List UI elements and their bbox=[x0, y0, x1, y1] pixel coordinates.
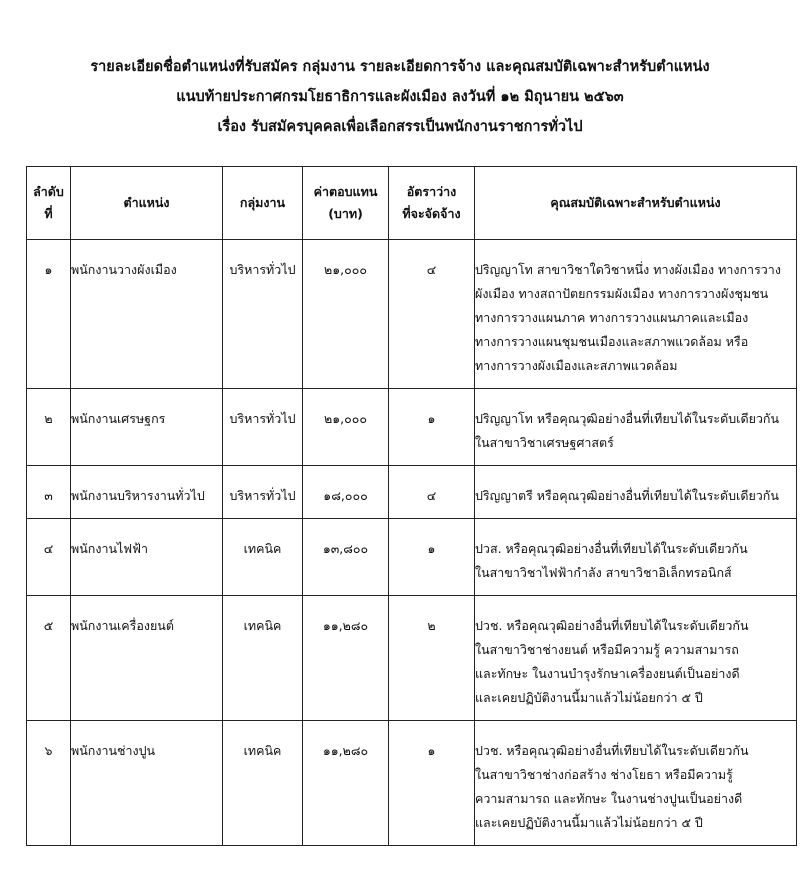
cell-group-text: เทคนิค bbox=[243, 541, 282, 556]
cell-salary-text: ๑๘,๐๐๐ bbox=[323, 488, 368, 503]
cell-position-text: พนักงานช่างปูน bbox=[71, 743, 156, 758]
table-row bbox=[27, 721, 797, 846]
cell-position bbox=[71, 596, 223, 721]
qualification-line: ทางการวางแผนภาค ทางการวางแผนภาคและเมือง bbox=[475, 310, 749, 325]
cell-group bbox=[223, 721, 303, 846]
cell-group bbox=[223, 466, 303, 519]
cell-no bbox=[27, 240, 71, 389]
cell-vacancies-text: ๑ bbox=[427, 743, 436, 758]
table-row bbox=[27, 519, 797, 596]
positions-table bbox=[26, 166, 797, 846]
cell-salary bbox=[303, 389, 389, 466]
cell-qualifications bbox=[475, 466, 797, 519]
cell-group bbox=[223, 389, 303, 466]
table-header-row bbox=[27, 167, 797, 240]
cell-group-text: บริหารทั่วไป bbox=[229, 488, 296, 503]
cell-salary-text: ๒๑,๐๐๐ bbox=[323, 411, 368, 426]
document-title bbox=[0, 52, 800, 142]
cell-qualifications bbox=[475, 596, 797, 721]
cell-group-text: บริหารทั่วไป bbox=[229, 411, 296, 426]
cell-no bbox=[27, 519, 71, 596]
cell-salary bbox=[303, 596, 389, 721]
cell-no-text: ๔ bbox=[43, 541, 54, 556]
cell-qualifications bbox=[475, 389, 797, 466]
cell-vacancies-text: ๔ bbox=[426, 488, 437, 503]
header-salary: ค่าตอบแทน (บาท) bbox=[303, 167, 389, 240]
cell-position bbox=[71, 721, 223, 846]
table-body bbox=[27, 240, 797, 846]
qualification-line: ปริญญาโท หรือคุณวุฒิอย่างอื่นที่เทียบได้ในระดับเดียวกัน bbox=[475, 411, 780, 426]
table-row bbox=[27, 389, 797, 466]
cell-no bbox=[27, 389, 71, 466]
qualification-line: และเคยปฏิบัติงานนี้มาแล้วไม่น้อยกว่า ๕ ปี bbox=[475, 815, 703, 830]
cell-position-text: พนักงานบริหารงานทั่วไป bbox=[71, 488, 205, 503]
cell-salary bbox=[303, 466, 389, 519]
cell-no-text: ๓ bbox=[44, 488, 53, 503]
cell-group bbox=[223, 240, 303, 389]
cell-group bbox=[223, 519, 303, 596]
cell-no-text: ๖ bbox=[44, 743, 53, 758]
cell-group-text: เทคนิค bbox=[243, 743, 282, 758]
table-row bbox=[27, 466, 797, 519]
cell-no bbox=[27, 596, 71, 721]
cell-no-text: ๑ bbox=[44, 262, 53, 277]
cell-salary-text: ๑๓,๘๐๐ bbox=[322, 541, 369, 556]
header-qualifications: คุณสมบัติเฉพาะสำหรับตำแหน่ง bbox=[475, 167, 797, 240]
qualification-line: ปวช. หรือคุณวุฒิอย่างอื่นที่เทียบได้ในระดับเดียวกัน bbox=[475, 618, 749, 633]
cell-no bbox=[27, 466, 71, 519]
cell-vacancies-text: ๑ bbox=[427, 541, 436, 556]
title-line-1: รายละเอียดชื่อตำแหน่งที่รับสมัคร กลุ่มงาน รายละเอียดการจ้าง และคุณสมบัติเฉพาะสำหรับตำแหน่ง bbox=[90, 59, 710, 75]
cell-position-text: พนักงานไฟฟ้า bbox=[71, 541, 149, 556]
cell-no-text: ๒ bbox=[44, 411, 53, 426]
cell-vacancies-text: ๔ bbox=[426, 262, 437, 277]
qualification-line: ปวช. หรือคุณวุฒิอย่างอื่นที่เทียบได้ในระดับเดียวกัน bbox=[475, 743, 749, 758]
cell-salary-text: ๑๑,๒๘๐ bbox=[322, 743, 369, 758]
qualification-line: ปริญญาโท สาขาวิชาใดวิชาหนึ่ง ทางผังเมือง ทางการวาง bbox=[475, 262, 781, 277]
cell-vacancies-text: ๑ bbox=[427, 411, 436, 426]
cell-group-text: บริหารทั่วไป bbox=[229, 262, 296, 277]
cell-salary bbox=[303, 721, 389, 846]
cell-position-text: พนักงานเศรษฐกร bbox=[71, 411, 166, 426]
cell-position bbox=[71, 240, 223, 389]
table-row bbox=[27, 596, 797, 721]
cell-vacancies bbox=[389, 519, 475, 596]
header-group: กลุ่มงาน bbox=[223, 167, 303, 240]
cell-vacancies bbox=[389, 240, 475, 389]
cell-position bbox=[71, 389, 223, 466]
header-no: ลำดับ ที่ bbox=[27, 167, 71, 240]
cell-position-text: พนักงานเครื่องยนต์ bbox=[71, 618, 174, 633]
cell-position bbox=[71, 519, 223, 596]
cell-no-text: ๕ bbox=[43, 618, 54, 633]
cell-vacancies bbox=[389, 721, 475, 846]
cell-vacancies bbox=[389, 466, 475, 519]
cell-position bbox=[71, 466, 223, 519]
cell-no bbox=[27, 721, 71, 846]
cell-qualifications bbox=[475, 519, 797, 596]
header-position: ตำแหน่ง bbox=[71, 167, 223, 240]
qualification-line: และเคยปฏิบัติงานนี้มาแล้วไม่น้อยกว่า ๕ ปี bbox=[475, 690, 703, 705]
qualification-line: ปวส. หรือคุณวุฒิอย่างอื่นที่เทียบได้ในระดับเดียวกัน bbox=[475, 541, 748, 556]
qualification-line: ในสาขาวิชาช่างก่อสร้าง ช่างโยธา หรือมีความรู้ bbox=[475, 767, 733, 782]
cell-group bbox=[223, 596, 303, 721]
cell-qualifications bbox=[475, 240, 797, 389]
cell-vacancies-text: ๒ bbox=[427, 618, 436, 633]
qualification-line: ในสาขาวิชาเศรษฐศาสตร์ bbox=[475, 435, 614, 450]
cell-salary-text: ๒๑,๐๐๐ bbox=[323, 262, 368, 277]
cell-qualifications bbox=[475, 721, 797, 846]
qualification-line: ความสามารถ และทักษะ ในงานช่างปูนเป็นอย่างดี bbox=[475, 791, 743, 806]
qualification-line: ปริญญาตรี หรือคุณวุฒิอย่างอื่นที่เทียบได้ในระดับเดียวกัน bbox=[475, 488, 779, 503]
header-vacancies: อัตราว่าง ที่จะจัดจ้าง bbox=[389, 167, 475, 240]
cell-vacancies bbox=[389, 596, 475, 721]
qualification-line: ผังเมือง ทางสถาปัตยกรรมผังเมือง ทางการวางผังชุมชน bbox=[475, 286, 769, 301]
title-line-2: แนบท้ายประกาศกรมโยธาธิการและผังเมือง ลงวันที่ ๑๒ มิถุนายน ๒๕๖๓ bbox=[176, 89, 624, 105]
cell-salary bbox=[303, 519, 389, 596]
cell-group-text: เทคนิค bbox=[243, 618, 282, 633]
qualification-line: ในสาขาวิชาช่างยนต์ หรือมีความรู้ ความสามารถ bbox=[475, 642, 739, 657]
cell-salary-text: ๑๑,๒๘๐ bbox=[322, 618, 369, 633]
table-row bbox=[27, 240, 797, 389]
qualification-line: ในสาขาวิชาไฟฟ้ากำลัง สาขาวิชาอิเล็กทรอนิกส์ bbox=[475, 565, 732, 580]
qualification-line: และทักษะ ในงานบำรุงรักษาเครื่องยนต์เป็นอย่างดี bbox=[475, 666, 740, 681]
title-line-3: เรื่อง รับสมัครบุคคลเพื่อเลือกสรรเป็นพนักงานราชการทั่วไป bbox=[217, 119, 583, 135]
qualification-line: ทางการวางผังเมืองและสภาพแวดล้อม bbox=[475, 358, 678, 373]
cell-vacancies bbox=[389, 389, 475, 466]
qualification-line: ทางการวางแผนชุมชนเมืองและสภาพแวดล้อม หรือ bbox=[475, 334, 749, 349]
cell-salary bbox=[303, 240, 389, 389]
cell-position-text: พนักงานวางผังเมือง bbox=[71, 262, 177, 277]
